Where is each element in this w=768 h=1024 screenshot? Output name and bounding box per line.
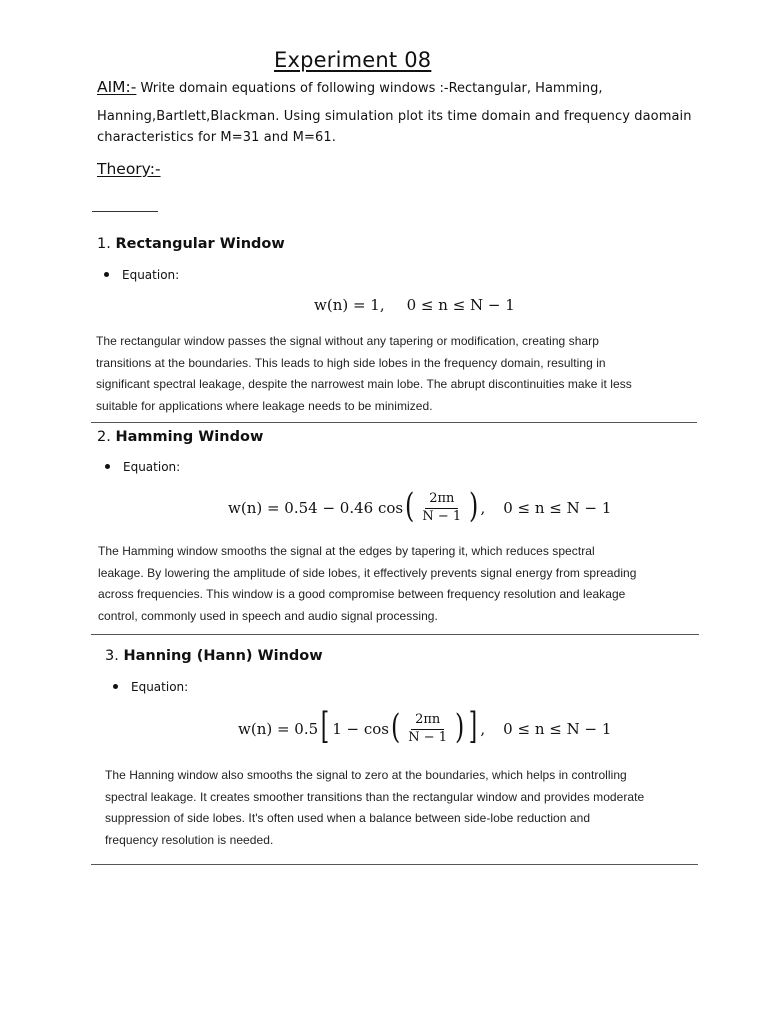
paragraph-rectangular: [96, 331, 632, 417]
equation-inner: 1 − cos: [332, 720, 389, 738]
bullet-equation: [113, 680, 188, 694]
theory-heading: Theory:-: [97, 160, 161, 178]
section-heading-hanning: [105, 648, 323, 664]
section-title: Hamming Window: [115, 429, 264, 445]
section-heading-hamming: [97, 429, 263, 445]
paragraph-line: suitable for applications where leakage needs to be minimized.: [96, 398, 433, 413]
fraction-numerator: 2πn: [411, 713, 444, 730]
paragraph-line: transitions at the boundaries. This leads to high side lobes in the frequency domain, resulting in: [96, 355, 606, 370]
open-bracket-icon: [: [320, 706, 330, 747]
equation-lhs: w(n) = 0.5: [238, 720, 319, 738]
paragraph-line: frequency resolution is needed.: [105, 832, 274, 847]
section-divider: [91, 634, 699, 635]
aim-label: AIM:-: [97, 78, 137, 96]
close-paren-icon: ): [469, 486, 479, 526]
aim-line-1: [97, 78, 602, 96]
paragraph-hamming: [98, 541, 637, 627]
fraction: [404, 713, 451, 746]
close-paren-icon: ): [455, 707, 465, 747]
bullet-label: Equation:: [131, 680, 189, 694]
paragraph-line: leakage. By lowering the amplitude of side lobes, it effectively prevents signal energy from spreading: [98, 565, 637, 580]
bullet-equation: [105, 460, 180, 474]
section-divider: [91, 864, 698, 865]
paragraph-line: significant spectral leakage, despite the narrowest main lobe. The abrupt discontinuities make it less: [96, 377, 632, 391]
paragraph-hanning: [105, 765, 644, 851]
aim-text-3: characteristics for M=31 and M=61.: [97, 130, 336, 145]
equation-rectangular: [314, 294, 515, 316]
fraction: [418, 492, 465, 525]
page-title: Experiment 08: [274, 48, 432, 72]
equation-hanning: w(n) = 0.5 [ 1 − cos ( $\frac{2\pi n}{N - 1}$ ) ] , 0 ≤ n ≤ N − 1: [238, 706, 612, 747]
bullet-label: Equation:: [123, 460, 181, 474]
bullet-dot-icon: [113, 684, 118, 689]
section-heading-rectangular: [97, 236, 285, 252]
close-bracket-icon: ]: [469, 706, 478, 747]
paragraph-line: spectral leakage. It creates smoother transitions than the rectangular window and provides moderate: [105, 789, 645, 804]
section-title: Hanning (Hann) Window: [123, 648, 323, 664]
paragraph-line: suppression of side lobes. It's often used when a balance between side-lobe reduction and: [105, 811, 591, 825]
section-divider: [91, 422, 697, 423]
equation-range: 0 ≤ n ≤ N − 1: [503, 720, 612, 738]
bullet-label: Equation:: [122, 268, 180, 282]
paragraph-line: The Hanning window also smooths the signal to zero at the boundaries, which helps in controlling: [105, 768, 627, 782]
fraction-numerator: 2πn: [425, 492, 458, 509]
paragraph-line: The Hamming window smooths the signal at the edges by tapering it, which reduces spectral: [98, 544, 595, 558]
fraction-denominator: N − 1: [422, 508, 462, 524]
bullet-dot-icon: [104, 272, 109, 277]
equation-range: 0 ≤ n ≤ N − 1: [406, 296, 515, 314]
section-number: 3.: [105, 648, 119, 664]
equation-hamming: w(n) = 0.54 − 0.46 cos ( $\frac{2\pi n}{N - 1}$ ) , 0 ≤ n ≤ N − 1: [228, 486, 612, 526]
equation-lhs: w(n) = 0.54 − 0.46 cos: [228, 499, 404, 517]
aim-text-1: Write domain equations of following windows :-Rectangular, Hamming,: [140, 81, 603, 96]
equation-range: 0 ≤ n ≤ N − 1: [503, 499, 612, 517]
open-paren-icon: (: [405, 486, 415, 526]
section-number: 2.: [97, 429, 111, 445]
section-number: 1.: [97, 236, 111, 252]
bullet-equation: [104, 268, 179, 282]
paragraph-line: control, commonly used in speech and audio signal processing.: [98, 608, 438, 623]
paragraph-line: The rectangular window passes the signal without any tapering or modification, creating sharp: [96, 334, 599, 348]
aim-text-2: Hanning,Bartlett,Blackman. Using simulation plot its time domain and frequency daomain: [97, 109, 692, 124]
short-divider: [92, 211, 158, 212]
fraction-denominator: N − 1: [408, 729, 448, 745]
section-title: Rectangular Window: [115, 236, 285, 252]
bullet-dot-icon: [105, 464, 110, 469]
equation-lhs: w(n) = 1,: [314, 296, 385, 314]
paragraph-line: across frequencies. This window is a good compromise between frequency resolution and leakage: [98, 587, 626, 601]
open-paren-icon: (: [390, 707, 401, 747]
